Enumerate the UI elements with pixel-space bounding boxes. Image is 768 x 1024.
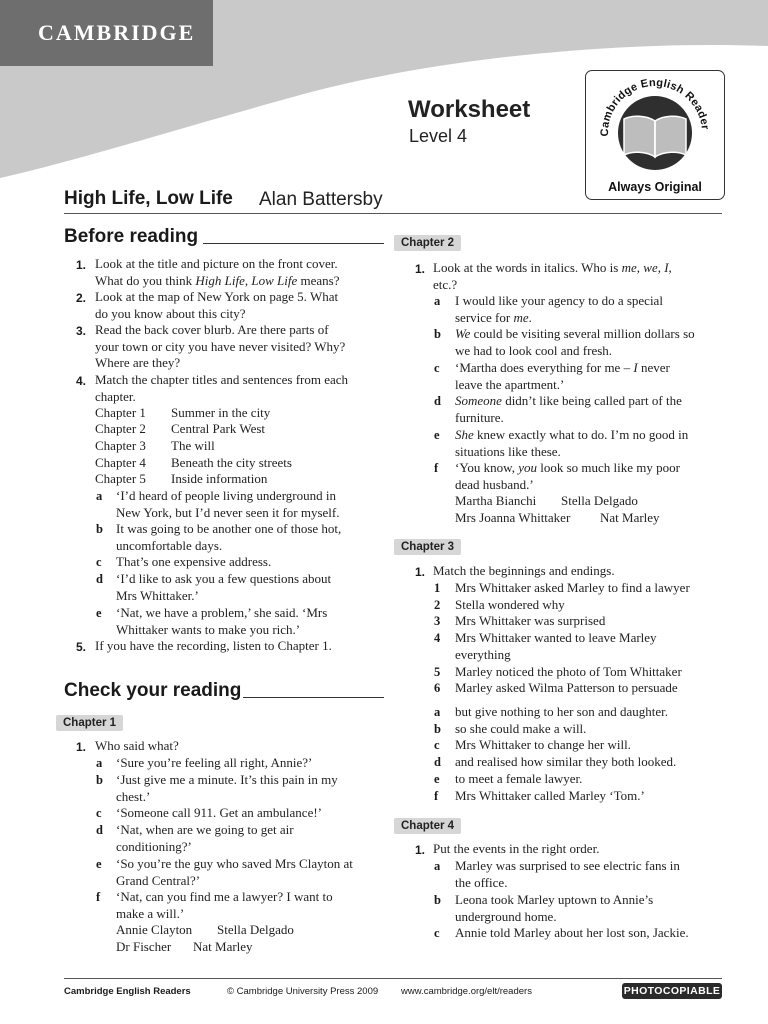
question-1: Look at the title and picture on the front cover. What do you think High Life, Low Life means? [95, 256, 340, 288]
event-a: Marley was surprised to see electric fans in the office. [455, 858, 680, 890]
badge-ring-text: Cambridge English Reader [598, 76, 711, 137]
footer-url: www.cambridge.org/elt/readers [401, 986, 532, 997]
beginning: Mrs Whittaker was surprised [455, 613, 606, 628]
sentence-d: ‘I’d like to ask you a few questions about Mrs Whittaker.’ [116, 571, 332, 603]
chapter-label: Chapter 3 [95, 438, 146, 453]
italic-item-d: Someone didn’t like being called part of the furniture. [455, 393, 682, 425]
chapter-2-tag: Chapter 2 [394, 235, 461, 251]
ending: to meet a female lawyer. [455, 771, 583, 786]
divider [64, 213, 722, 214]
sentence-c: That’s one expensive address. [116, 554, 272, 569]
sentence-a: ‘I’d heard of people living underground in New York, but I’d never seen it for myself. [116, 488, 340, 520]
beginning: Stella wondered why [455, 597, 565, 612]
speaker-name: Nat Marley [193, 939, 253, 954]
worksheet-title: Worksheet [408, 96, 531, 123]
chapter-3-tag: Chapter 3 [394, 539, 461, 555]
footer-divider [64, 978, 722, 979]
beginning: Mrs Whittaker asked Marley to find a lawyer [455, 580, 690, 595]
character-name: Stella Delgado [561, 493, 638, 508]
quote-f: ‘Nat, can you find me a lawyer? I want to make a will.’ [116, 889, 333, 921]
speaker-name: Stella Delgado [217, 922, 294, 937]
character-name: Nat Marley [600, 510, 660, 525]
ending: so she could make a will. [455, 721, 587, 736]
quote-b: ‘Just give me a minute. It’s this pain in my chest.’ [116, 772, 338, 804]
footer-copyright: © Cambridge University Press 2009 [227, 986, 379, 997]
heading-rule [203, 243, 384, 244]
chapter-title: The will [171, 438, 215, 453]
quote-d: ‘Nat, when are we going to get air conditioning?’ [116, 822, 294, 854]
chapter-label: Chapter 5 [95, 471, 146, 486]
character-name: Martha Bianchi [455, 493, 537, 508]
question-5: If you have the recording, listen to Chapter 1. [95, 638, 332, 653]
check-reading-heading: Check your reading [64, 680, 242, 701]
cambridge-english-readers-badge [585, 70, 725, 200]
character-name: Mrs Joanna Whittaker [455, 510, 571, 525]
chapter-3-question: Match the beginnings and endings. [433, 563, 615, 578]
chapter-title: Beneath the city streets [171, 455, 292, 470]
worksheet-level: Level 4 [409, 126, 468, 146]
badge-tagline: Always Original [608, 180, 702, 194]
italic-item-c: ‘Martha does everything for me – I never leave the apartment.’ [455, 360, 670, 392]
event-b: Leona took Marley uptown to Annie’s underground home. [455, 892, 654, 924]
italic-item-f: ‘You know, you look so much like my poor dead husband.’ [455, 460, 680, 492]
chapter-1-question: Who said what? [95, 738, 179, 753]
italic-item-e: She knew exactly what to do. I’m no good in situations like these. [455, 427, 689, 459]
chapter-1-tag: Chapter 1 [56, 715, 123, 731]
beginning: Marley asked Wilma Patterson to persuade [455, 680, 678, 695]
ending: but give nothing to her son and daughter. [455, 704, 669, 719]
beginning: Marley noticed the photo of Tom Whittaker [455, 664, 682, 679]
quote-a: ‘Sure you’re feeling all right, Annie?’ [116, 755, 313, 770]
chapter-label: Chapter 1 [95, 405, 146, 420]
chapter-4-question: Put the events in the right order. [433, 841, 600, 856]
footer-series: Cambridge English Readers [64, 986, 191, 997]
speaker-name: Dr Fischer [116, 939, 172, 954]
quote-c: ‘Someone call 911. Get an ambulance!’ [116, 805, 322, 820]
chapter-title: Central Park West [171, 421, 266, 436]
ending: Mrs Whittaker called Marley ‘Tom.’ [455, 788, 645, 803]
question-3: Read the back cover blurb. Are there parts of your town or city you have never visited? Why? Where are they? [95, 322, 346, 371]
sentence-b: It was going to be another one of those hot, uncomfortable days. [116, 521, 342, 553]
quote-e: ‘So you’re the guy who saved Mrs Clayton at Grand Central?’ [116, 856, 353, 888]
chapter-title: Inside information [171, 471, 268, 486]
photocopiable-badge: PHOTOCOPIABLE [623, 985, 721, 997]
beginning: Mrs Whittaker wanted to leave Marley everything [455, 630, 657, 662]
heading-rule [243, 697, 384, 698]
italic-item-b: We could be visiting several million dollars so we had to look cool and fresh. [455, 326, 695, 358]
speaker-name: Annie Clayton [116, 922, 193, 937]
question-4: Match the chapter titles and sentences from each chapter. [95, 372, 349, 404]
sentence-e: ‘Nat, we have a problem,’ she said. ‘Mrs Whittaker wants to make you rich.’ [116, 605, 328, 637]
question-2: Look at the map of New York on page 5. What do you know about this city? [95, 289, 339, 321]
chapter-label: Chapter 2 [95, 421, 146, 436]
chapter-2-question: Look at the words in italics. Who is me, we, I, etc.? [433, 260, 672, 292]
cambridge-logo: CAMBRIDGE [0, 0, 213, 66]
book-title: High Life, Low Life [64, 188, 233, 209]
chapter-4-tag: Chapter 4 [394, 818, 461, 834]
open-book-icon [586, 71, 724, 181]
chapter-label: Chapter 4 [95, 455, 146, 470]
italic-item-a: I would like your agency to do a special service for me. [455, 293, 663, 325]
ending: Mrs Whittaker to change her will. [455, 737, 631, 752]
event-c: Annie told Marley about her lost son, Jackie. [455, 925, 689, 940]
chapter-title: Summer in the city [171, 405, 271, 420]
before-reading-heading: Before reading [64, 226, 199, 247]
ending: and realised how similar they both looked. [455, 754, 677, 769]
book-author: Alan Battersby [259, 189, 383, 210]
